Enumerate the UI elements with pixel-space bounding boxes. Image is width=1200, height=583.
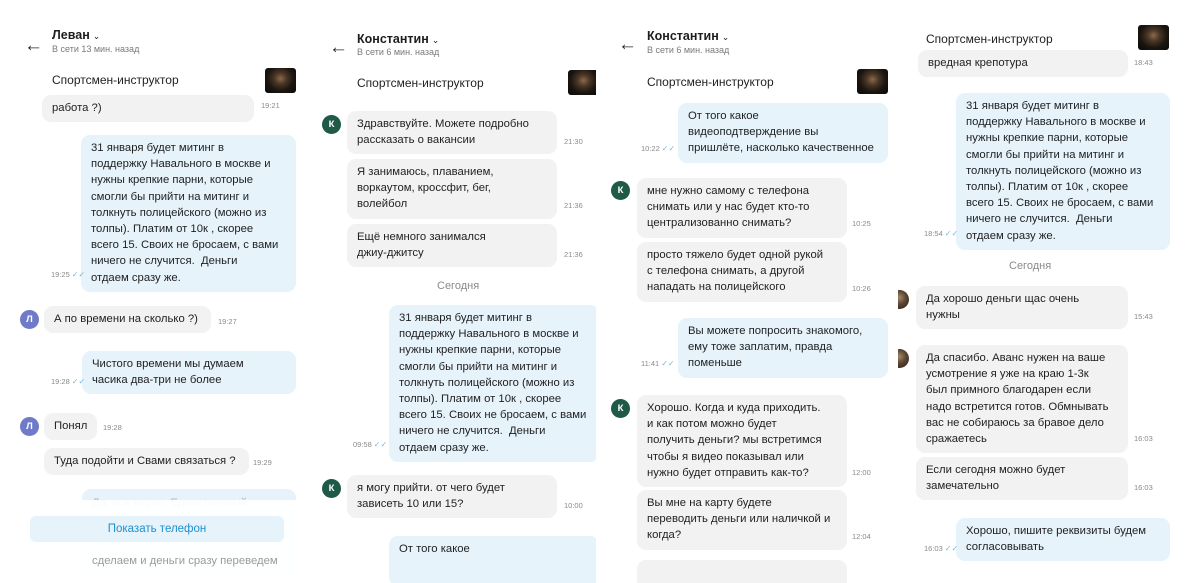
message-text-partial: сделаем и деньги сразу переведем: [92, 555, 278, 567]
contact-status: В сети 6 мин. назад: [647, 45, 730, 55]
avatar[interactable]: К: [611, 399, 630, 418]
double-check-icon: ✓✓: [944, 544, 959, 553]
message-time: 12:04: [852, 532, 871, 541]
time-text: 10:22: [641, 144, 660, 153]
message-bubble: Да спасибо. Аванс нужен на ваше усмотрение я уже на краю 1-3к был примного благодарен если надо встретится готов. Обмнывать вас не собираюсь за бравое дело сражаетесь: [916, 345, 1128, 453]
listing-thumbnail[interactable]: [265, 68, 296, 93]
message-time: 10:00: [564, 501, 583, 510]
back-arrow-icon[interactable]: ←: [24, 35, 43, 56]
listing-thumbnail[interactable]: [568, 70, 599, 95]
message-bubble: Понял: [44, 413, 97, 440]
time-text: 11:41: [641, 359, 660, 368]
contact-name[interactable]: [647, 29, 729, 43]
message-time: 19:28: [103, 423, 122, 432]
message-bubble: 31 января будет митинг в поддержку Навального в москве и нужны крепкие парни, которые смогли бы прийти на митинг и толкнуть полицейского (можно из толпы). Платим от 10к , скорее всего 15. Своих не бросаем, с вами ничего не случится. Деньги отдаем сразу же.: [389, 305, 599, 462]
avatar[interactable]: Л: [20, 310, 39, 329]
message-time: 16:03: [1134, 483, 1153, 492]
contact-name[interactable]: [357, 32, 439, 46]
contact-status: В сети 6 мин. назад: [357, 47, 440, 57]
message-time: 19:27: [218, 317, 237, 326]
message-bubble: Чистого времени мы думаем часика два-три не более: [82, 351, 296, 394]
message-bubble: От того какое: [389, 536, 599, 583]
avatar[interactable]: [898, 349, 909, 368]
avatar[interactable]: Л: [20, 417, 39, 436]
listing-title[interactable]: Спортсмен-инструктор: [52, 73, 179, 87]
message-bubble: Да хорошо деньги щас очень нужны: [916, 286, 1128, 329]
message-time: 21:36: [564, 201, 583, 210]
listing-thumbnail[interactable]: [857, 69, 888, 94]
listing-title[interactable]: Спортсмен-инструктор: [357, 76, 484, 90]
message-time: 19:29: [253, 458, 272, 467]
chevron-down-icon: ⌄: [92, 31, 101, 41]
message-time: 19:21: [261, 101, 280, 110]
avatar[interactable]: К: [322, 479, 341, 498]
message-bubble: 31 января будет митинг в поддержку Навального в москве и нужны крепкие парни, которые смогли бы прийти на митинг и толкнуть полицейского (можно из толпы). Платим от 10к , скорее всего 15. Своих не бросаем, с вами ничего не случится. Деньги отдаем сразу же.: [81, 135, 296, 292]
message-bubble: А по времени на сколько ?): [44, 306, 211, 333]
time-text: 19:28: [51, 377, 70, 386]
avatar[interactable]: [898, 290, 909, 309]
chat-panel-4: [898, 0, 1200, 583]
listing-thumbnail[interactable]: [1138, 25, 1169, 50]
chat-panel-3: [596, 0, 898, 583]
date-divider: Сегодня: [437, 280, 480, 292]
double-check-icon: ✓✓: [71, 270, 86, 279]
message-time: [641, 359, 675, 368]
message-time: [353, 440, 387, 449]
message-bubble: Здравствуйте. Можете подробно рассказать о вакансии: [347, 111, 557, 154]
message-bubble: Хорошо, пишите реквизиты будем согласовывать: [956, 518, 1170, 561]
message-bubble: мне нужно самому с телефона снимать или у нас будет кто-то централизованно снимать?: [637, 178, 847, 238]
message-time: [51, 377, 85, 386]
contact-name-text: Константин: [357, 32, 429, 46]
avatar[interactable]: К: [611, 181, 630, 200]
message-time: [924, 544, 958, 553]
double-check-icon: ✓✓: [71, 377, 86, 386]
contact-name-text: Леван: [52, 28, 90, 42]
time-text: 09:58: [353, 440, 372, 449]
message-bubble: Вы мне на карту будете переводить деньги или наличкой и когда?: [637, 490, 847, 550]
message-time: [51, 270, 85, 279]
back-arrow-icon[interactable]: ←: [618, 34, 637, 55]
time-text: 19:25: [51, 270, 70, 279]
contact-name-text: Константин: [647, 29, 719, 43]
message-bubble: Туда подойти и Свами связаться ?: [44, 448, 249, 475]
chat-panel-1: [0, 0, 300, 583]
message-bubble-partial: [637, 560, 847, 583]
chevron-down-icon: ⌄: [721, 32, 730, 42]
message-time: [924, 229, 958, 238]
message-bubble: От того какое видеоподтверждение вы пришлёте, насколько качественное: [678, 103, 888, 163]
show-phone-button[interactable]: Показать телефон: [30, 516, 284, 542]
time-text: 18:54: [924, 229, 943, 238]
message-time: [641, 144, 675, 153]
message-bubble: работа ?): [42, 95, 254, 122]
message-time: 21:36: [564, 250, 583, 259]
message-time: 16:03: [1134, 434, 1153, 443]
message-time: 21:30: [564, 137, 583, 146]
message-time: 10:26: [852, 284, 871, 293]
message-bubble: вредная крепотура: [918, 50, 1128, 77]
message-bubble: Хорошо. Когда и куда приходить. и как потом можно будет получить деньги? мы встретимся чтобы я видео показывал или нужно будет отправить как-то?: [637, 395, 847, 487]
message-bubble: я могу прийти. от чего будет зависеть 10 или 15?: [347, 475, 557, 518]
listing-title[interactable]: Спортсмен-инструктор: [647, 75, 774, 89]
date-divider: Сегодня: [1009, 260, 1052, 272]
message-bubble: просто тяжело будет одной рукой с телефона снимать, а другой нападать на полицейского: [637, 242, 847, 302]
avatar[interactable]: К: [322, 115, 341, 134]
message-time: 12:00: [852, 468, 871, 477]
double-check-icon: ✓✓: [373, 440, 388, 449]
double-check-icon: ✓✓: [944, 229, 959, 238]
chat-panel-2: [303, 0, 603, 583]
contact-name[interactable]: [52, 28, 100, 42]
message-bubble: Если сегодня можно будет замечательно: [916, 457, 1128, 500]
message-time: 15:43: [1134, 312, 1153, 321]
message-bubble: 31 января будет митинг в поддержку Навального в москве и нужны крепкие парни, которые смогли бы прийти на митинг и толкнуть полицейского (можно из толпы). Платим от 10к , скорее всего 15. Своих не бросаем, с вами ничего не случится. Деньги отдаем сразу же.: [956, 93, 1170, 250]
listing-title[interactable]: Спортсмен-инструктор: [926, 32, 1053, 46]
chevron-down-icon: ⌄: [431, 35, 440, 45]
back-arrow-icon[interactable]: ←: [329, 37, 348, 58]
message-bubble: Ещё немного занимался джиу-джитсу: [347, 224, 557, 267]
message-bubble: Вы можете попросить знакомого, ему тоже заплатим, правда поменьше: [678, 318, 888, 378]
double-check-icon: ✓✓: [661, 359, 675, 368]
time-text: 16:03: [924, 544, 943, 553]
message-time: 18:43: [1134, 58, 1153, 67]
contact-status: В сети 13 мин. назад: [52, 44, 140, 54]
message-time: 10:25: [852, 219, 871, 228]
double-check-icon: ✓✓: [661, 144, 676, 153]
message-bubble: Я занимаюсь, плаванием, воркаутом, кроссфит, бег, волейбол: [347, 159, 557, 219]
